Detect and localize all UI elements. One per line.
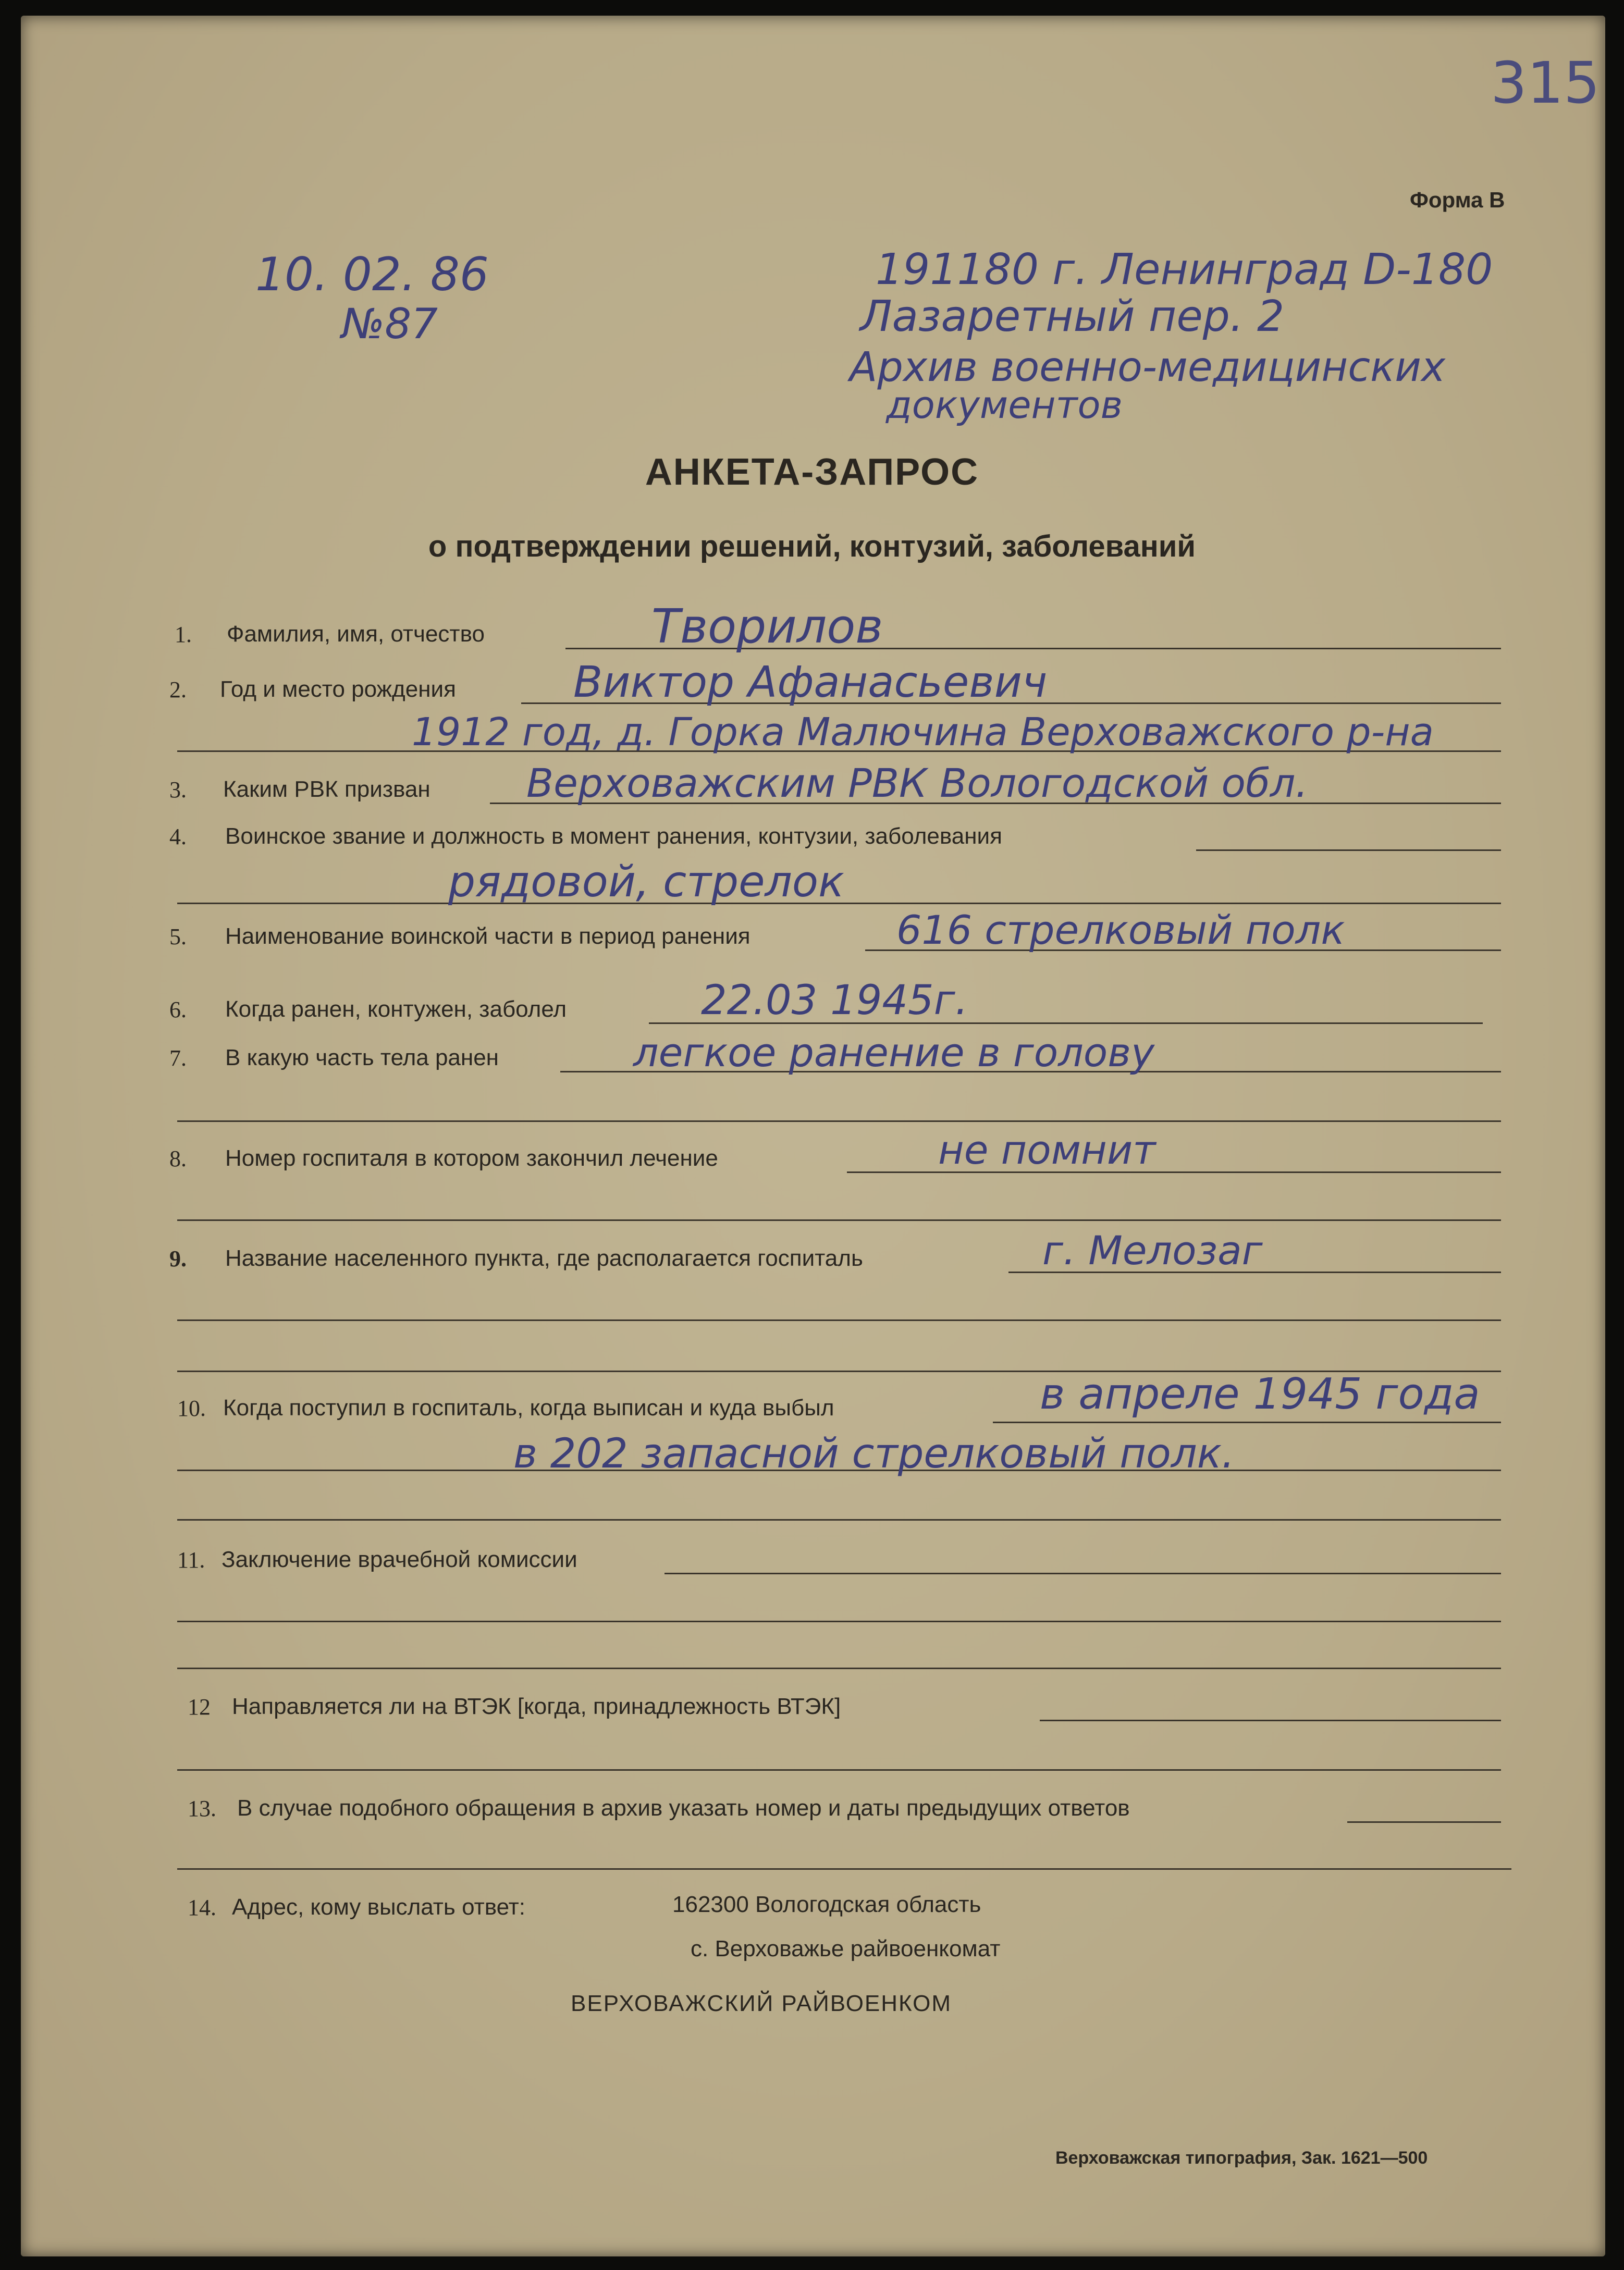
field-10-label: Когда поступил в госпиталь, когда выписан и куда выбыл [223,1395,834,1421]
printer-footer: Верховажская типография, Зак. 1621—500 [1055,2148,1428,2168]
field-12-underline-2 [177,1769,1501,1771]
field-9-underline-2 [177,1319,1501,1321]
field-7-number: 7. [169,1045,187,1071]
field-11-underline [665,1573,1501,1574]
field-14-number: 14. [188,1895,216,1920]
field-2-label: Год и место рождения [220,676,456,702]
field-10-number: 10. [177,1396,206,1421]
field-12-number: 12 [188,1694,211,1720]
recipient-address-line-2: Лазаретный пер. 2 [860,292,1285,341]
field-4-underline [1196,849,1501,851]
field-1-number: 1. [175,622,192,647]
page-subtitle: о подтверждении решений, контузий, заболеваний [428,529,1196,563]
field-11-underline-2 [177,1621,1501,1622]
field-11-number: 11. [177,1547,205,1573]
field-3-value: Верховажским РВК Вологодской обл. [526,760,1308,806]
field-10-value-2: в 202 запасной стрелковый полк. [513,1430,1235,1477]
field-2-number: 2. [169,677,187,702]
handwritten-number: №87 [341,300,438,348]
field-1-value: Творилов [651,599,883,654]
field-2-value: Виктор Афанасьевич [573,658,1048,707]
archive-page-number: 315 [1491,50,1600,116]
field-7-underline-2 [177,1120,1501,1122]
form-label: Форма В [1410,188,1505,212]
field-8-underline-2 [177,1219,1501,1221]
reply-address-line-3: ВЕРХОВАЖСКИЙ РАЙВОЕНКОМ [571,1991,952,2016]
field-11-label: Заключение врачебной комиссии [222,1547,577,1572]
field-8-label: Номер госпиталя в котором закончил лечение [225,1145,718,1171]
handwritten-date: 10. 02. 86 [255,248,489,301]
field-5-number: 5. [169,924,187,949]
field-10-value: в апреле 1945 года [1040,1370,1480,1419]
field-13-number: 13. [188,1796,216,1821]
field-8-value: не помнит [938,1127,1156,1173]
field-9-number: 9. [169,1246,187,1272]
field-10-underline-3 [177,1519,1501,1521]
field-12-underline [1040,1720,1501,1721]
field-4-number: 4. [169,824,187,849]
field-8-number: 8. [169,1146,187,1171]
field-1-label: Фамилия, имя, отчество [227,621,485,647]
field-4-value: рядовой, стрелок [448,857,844,907]
field-9-value: г. Мелозаг [1042,1227,1263,1274]
field-7-value: легкое ранение в голову [633,1029,1155,1076]
field-9-label: Название населенного пункта, где располагается госпиталь [225,1245,863,1271]
field-13-underline-2 [177,1868,1511,1870]
field-13-label: В случае подобного обращения в архив указать номер и даты предыдущих ответов [237,1795,1130,1821]
reply-address-line-1: 162300 Вологодская область [672,1892,981,1917]
recipient-address-line-4: документов [886,383,1123,427]
field-14-label: Адрес, кому выслать ответ: [232,1894,525,1920]
field-3-number: 3. [169,777,187,803]
field-7-label: В какую часть тела ранен [225,1045,499,1070]
recipient-address-line-3: Архив военно-медицинских [850,344,1446,391]
field-5-label: Наименование воинской части в период ранения [225,923,751,949]
field-6-value: 22.03 1945г. [701,977,968,1024]
reply-address-line-2: с. Верховажье райвоенкомат [691,1936,1001,1961]
field-6-label: Когда ранен, контужен, заболел [225,996,567,1022]
field-6-number: 6. [169,997,187,1022]
field-2-value-2: 1912 год, д. Горка Малючина Верховажского р-на [412,710,1434,755]
recipient-address-line-1: 191180 г. Ленинград D-180 [876,245,1493,294]
page-title: АНКЕТА-ЗАПРОС [645,451,979,493]
field-3-label: Каким РВК призван [223,776,430,802]
field-12-label: Направляется ли на ВТЭК [когда, принадлежность ВТЭК] [232,1694,841,1719]
field-4-label: Воинское звание и должность в момент ранения, контузии, заболевания [225,823,1002,849]
field-10-underline [993,1422,1501,1423]
field-13-underline [1347,1821,1501,1823]
field-5-value: 616 стрелковый полк [896,907,1345,953]
field-11-underline-3 [177,1668,1501,1669]
